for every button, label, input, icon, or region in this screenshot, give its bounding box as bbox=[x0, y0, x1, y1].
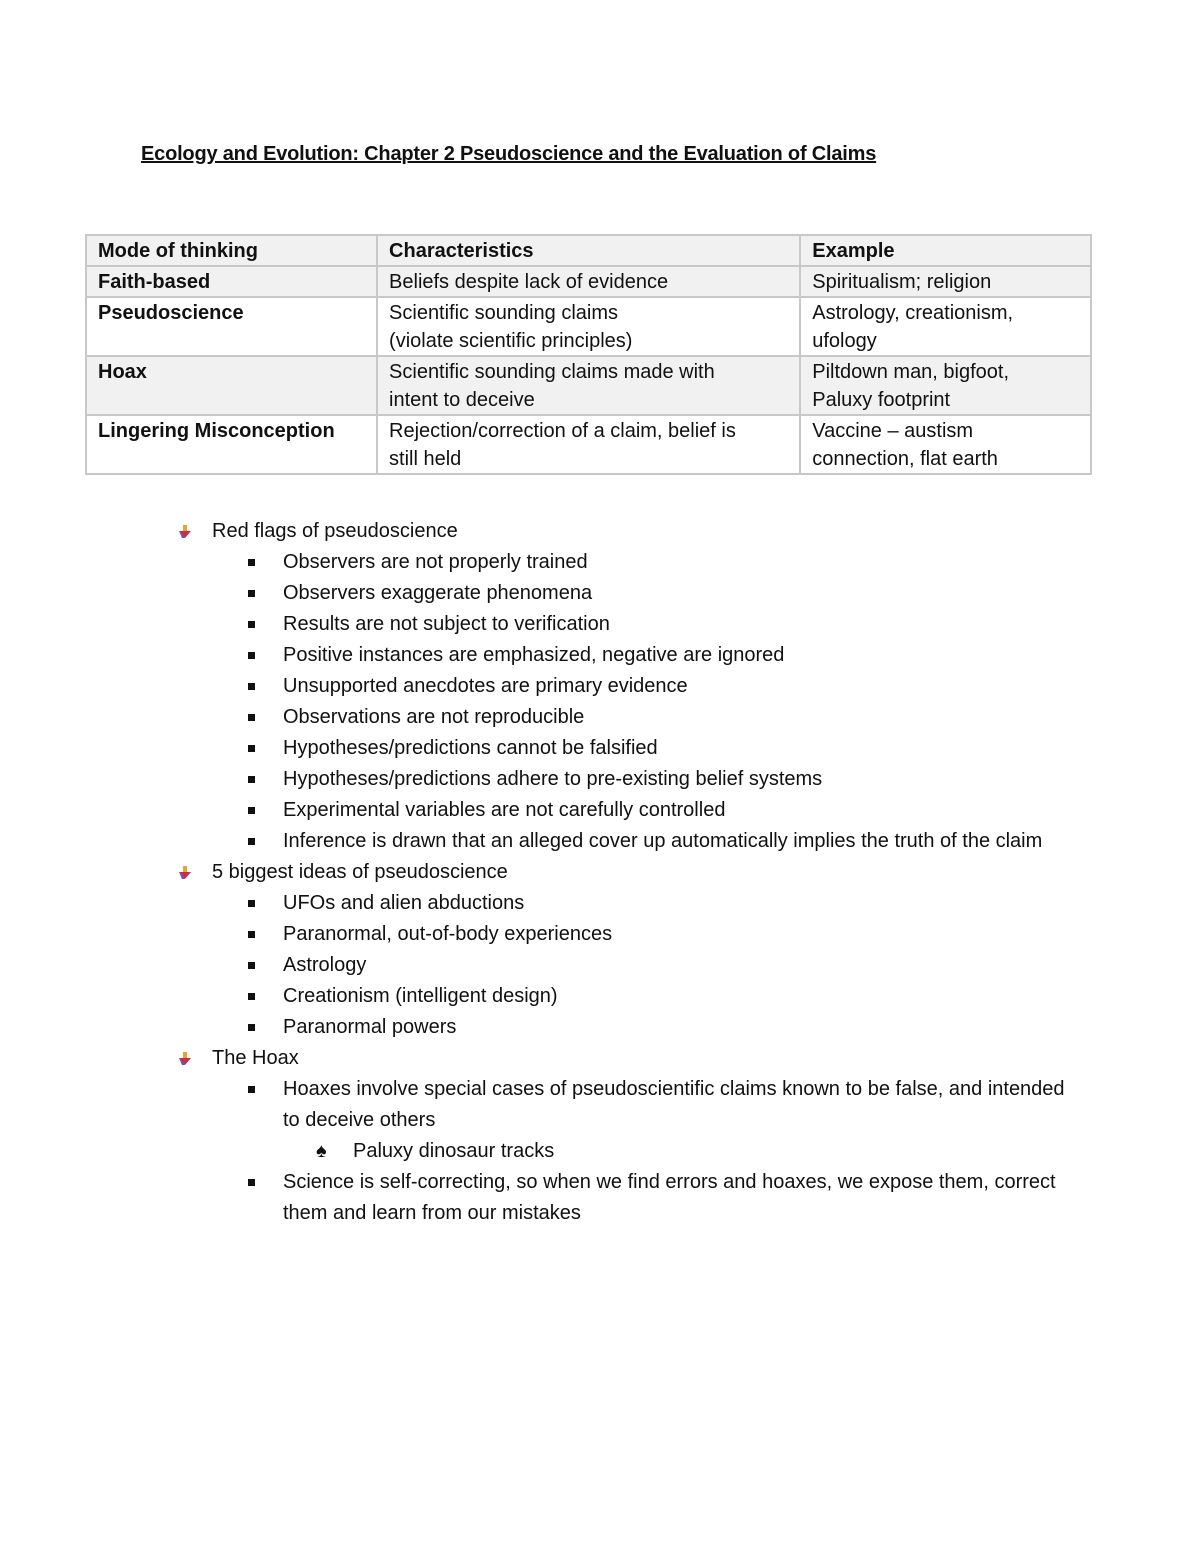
list-item-text: Science is self-correcting, so when we find errors and hoaxes, we expose them, correct them and learn from our mistakes bbox=[283, 1171, 1056, 1224]
list-item-text: Hypotheses/predictions adhere to pre-existing belief systems bbox=[283, 768, 823, 790]
square-bullet-icon bbox=[248, 714, 255, 721]
sub-list-item bbox=[0, 1136, 1200, 1167]
list-item bbox=[0, 640, 1073, 671]
cell-line: connection, flat earth bbox=[812, 448, 998, 470]
list-item-text: Paranormal powers bbox=[283, 1016, 457, 1038]
square-bullet-icon bbox=[248, 590, 255, 597]
square-bullet-icon bbox=[248, 838, 255, 845]
table-cell-mode: Lingering Misconception bbox=[86, 415, 377, 474]
table-cell-characteristics bbox=[377, 297, 800, 356]
arrow-shaft bbox=[183, 1052, 187, 1058]
table-header-row bbox=[86, 235, 1091, 266]
arrow-bullet-icon bbox=[178, 1052, 192, 1066]
cell-line: (violate scientific principles) bbox=[389, 330, 633, 352]
list-item bbox=[0, 795, 1073, 826]
square-bullet-icon bbox=[248, 683, 255, 690]
square-bullet-icon bbox=[248, 931, 255, 938]
table-row bbox=[86, 266, 1091, 297]
list-item bbox=[0, 702, 1073, 733]
table-cell-mode: Hoax bbox=[86, 356, 377, 415]
list-item-text: Hypotheses/predictions cannot be falsified bbox=[283, 737, 658, 759]
arrow-bullet-icon bbox=[178, 525, 192, 539]
square-bullet-icon bbox=[248, 745, 255, 752]
cell-line: Beliefs despite lack of evidence bbox=[389, 271, 669, 293]
table-cell-example bbox=[800, 415, 1091, 474]
table-header-cell: Example bbox=[800, 235, 1091, 266]
square-bullet-icon bbox=[248, 1179, 255, 1186]
square-bullet-icon bbox=[248, 776, 255, 783]
list-item bbox=[0, 671, 1073, 702]
cell-line: still held bbox=[389, 448, 462, 470]
cell-line: Spiritualism; religion bbox=[812, 271, 992, 293]
list-item bbox=[0, 609, 1073, 640]
cell-line: Scientific sounding claims bbox=[389, 302, 619, 324]
square-bullet-icon bbox=[248, 993, 255, 1000]
table-header-cell: Mode of thinking bbox=[86, 235, 377, 266]
square-bullet-icon bbox=[248, 621, 255, 628]
list-item bbox=[0, 1167, 1073, 1229]
table-cell-mode: Pseudoscience bbox=[86, 297, 377, 356]
spade-bullet-icon: ♠ bbox=[316, 1140, 327, 1162]
section-heading-text: The Hoax bbox=[212, 1047, 299, 1069]
list-item bbox=[0, 826, 1073, 857]
arrow-bullet-icon bbox=[178, 866, 192, 880]
cell-line: Paluxy footprint bbox=[812, 389, 951, 411]
list-item bbox=[0, 547, 1073, 578]
square-bullet-icon bbox=[248, 962, 255, 969]
list-item-text: Astrology bbox=[283, 954, 367, 976]
list-item bbox=[0, 578, 1073, 609]
page-title: Ecology and Evolution: Chapter 2 Pseudoscience and the Evaluation of Claims bbox=[141, 143, 877, 165]
list-item-text: Hoaxes involve special cases of pseudoscientific claims known to be false, and intended to deceive others bbox=[283, 1078, 1065, 1131]
square-bullet-icon bbox=[248, 652, 255, 659]
list-item bbox=[0, 733, 1073, 764]
list-item bbox=[0, 981, 1073, 1012]
list-item bbox=[0, 919, 1073, 950]
table-cell-characteristics bbox=[377, 415, 800, 474]
table-row bbox=[86, 415, 1091, 474]
list-item-text: Observations are not reproducible bbox=[283, 706, 585, 728]
square-bullet-icon bbox=[248, 559, 255, 566]
list-item-text: UFOs and alien abductions bbox=[283, 892, 525, 914]
section-heading-text: 5 biggest ideas of pseudoscience bbox=[212, 861, 508, 883]
list-item bbox=[0, 888, 1073, 919]
square-bullet-icon bbox=[248, 1086, 255, 1093]
list-item bbox=[0, 764, 1073, 795]
table-row bbox=[86, 356, 1091, 415]
table-cell-characteristics bbox=[377, 266, 800, 297]
list-item bbox=[0, 950, 1073, 981]
list-item bbox=[0, 1012, 1073, 1043]
arrow-shaft bbox=[183, 866, 187, 872]
table-header-cell: Characteristics bbox=[377, 235, 800, 266]
cell-line: Vaccine – austism bbox=[812, 420, 974, 442]
outline-list bbox=[0, 516, 1200, 1229]
sub-list-item-text: Paluxy dinosaur tracks bbox=[353, 1140, 555, 1162]
cell-line: Astrology, creationism, bbox=[812, 302, 1014, 324]
cell-line: Scientific sounding claims made with bbox=[389, 361, 715, 383]
list-item-text: Experimental variables are not carefully controlled bbox=[283, 799, 726, 821]
list-item-text: Results are not subject to verification bbox=[283, 613, 610, 635]
list-item-text: Unsupported anecdotes are primary evidence bbox=[283, 675, 688, 697]
cell-line: intent to deceive bbox=[389, 389, 535, 411]
list-item-text: Observers are not properly trained bbox=[283, 551, 588, 573]
table-cell-example bbox=[800, 266, 1091, 297]
list-item-text: Observers exaggerate phenomena bbox=[283, 582, 593, 604]
table-cell-example bbox=[800, 297, 1091, 356]
square-bullet-icon bbox=[248, 900, 255, 907]
table-cell-characteristics bbox=[377, 356, 800, 415]
section-heading-text: Red flags of pseudoscience bbox=[212, 520, 458, 542]
list-item-text: Creationism (intelligent design) bbox=[283, 985, 558, 1007]
list-item bbox=[0, 1074, 1073, 1136]
table-cell-mode: Faith-based bbox=[86, 266, 377, 297]
section-heading bbox=[0, 1043, 1200, 1074]
arrow-shaft bbox=[183, 525, 187, 531]
list-item-text: Paranormal, out-of-body experiences bbox=[283, 923, 613, 945]
table-cell-example bbox=[800, 356, 1091, 415]
table-row bbox=[86, 297, 1091, 356]
cell-line: Piltdown man, bigfoot, bbox=[812, 361, 1010, 383]
cell-line: Rejection/correction of a claim, belief is bbox=[389, 420, 736, 442]
list-item-text: Positive instances are emphasized, negative are ignored bbox=[283, 644, 785, 666]
list-item-text: Inference is drawn that an alleged cover up automatically implies the truth of the claim bbox=[283, 830, 1043, 852]
square-bullet-icon bbox=[248, 807, 255, 814]
cell-line: ufology bbox=[812, 330, 877, 352]
section-heading bbox=[0, 857, 1200, 888]
modes-table bbox=[85, 234, 1092, 475]
section-heading bbox=[0, 516, 1200, 547]
square-bullet-icon bbox=[248, 1024, 255, 1031]
